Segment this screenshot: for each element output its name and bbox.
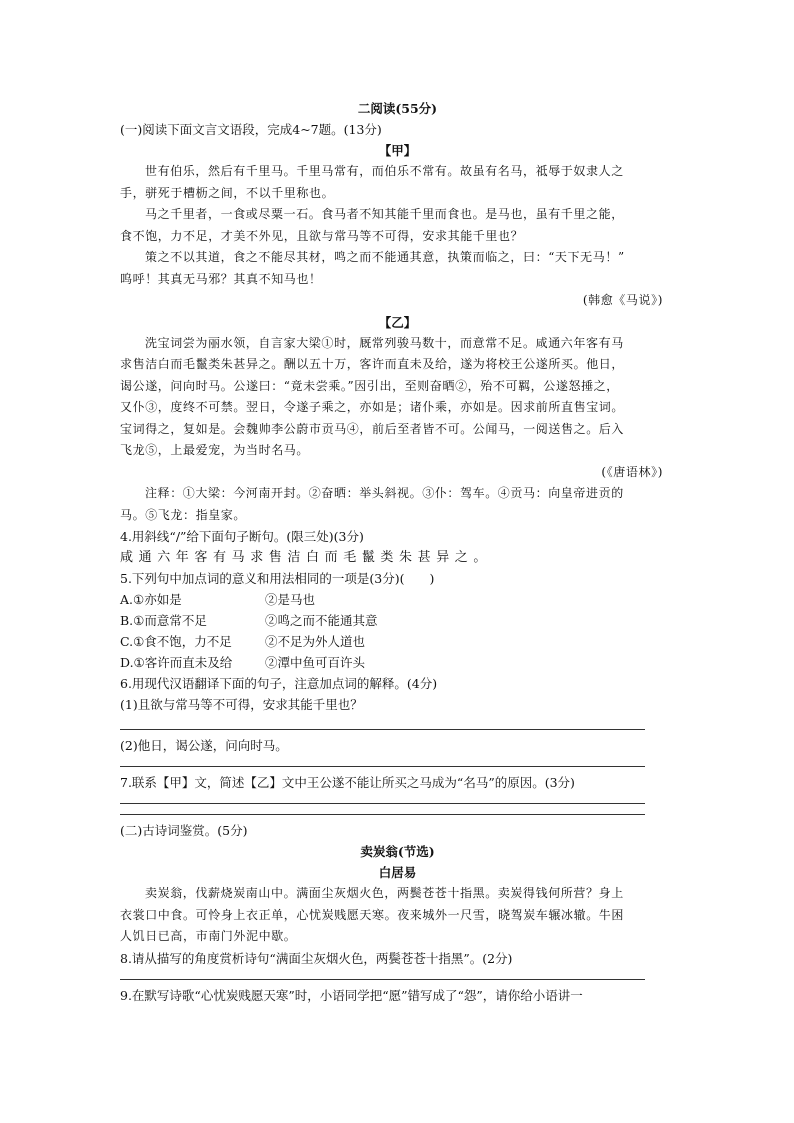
poem-line: 衣裳口中食。可怜身上衣正单，心忧炭贱愿天寒。夜来城外一尺雪，晓驾炭车辗冰辙。牛困 <box>120 907 625 922</box>
yi-header: 【乙】 <box>378 314 417 330</box>
question-6-1: (1)且欲与常马等不可得，安求其能千里也？ <box>120 697 363 712</box>
question-6-2: (2)他日，谒公遂，问向时马。 <box>120 738 288 753</box>
question-6: 6.用现代汉语翻译下面的句子，注意加点词的解释。(4分) <box>120 676 438 691</box>
poem-title: 卖炭翁(节选) <box>360 844 435 859</box>
option-c-1: C.①食不饱，力不足 <box>120 634 232 649</box>
section-title: 二阅读(55分) <box>357 101 438 116</box>
option-b-1: B.①而意常不足 <box>120 613 207 628</box>
yi-line: 飞龙⑤，上最爱宠，为当时名马。 <box>120 443 310 457</box>
jia-header: 【甲】 <box>378 143 417 158</box>
jia-line: 食不饱，力不足，才美不外见，且欲与常马等不可得，安求其能千里也？ <box>120 228 524 243</box>
jia-source: (韩愈《马说》) <box>582 293 663 307</box>
option-row <box>120 589 675 610</box>
option-a-2: ②是马也 <box>265 592 316 607</box>
question-7: 7.联系【甲】文，简述【乙】文中王公遂不能让所买之马成为“名马”的原因。(3分) <box>120 775 575 790</box>
question-4: 4.用斜线“/”给下面句子断句。(限三处)(3分) <box>120 529 364 544</box>
option-b-2: ②鸣之而不能通其意 <box>265 613 378 628</box>
option-row <box>120 652 675 673</box>
jia-line: 呜呼！其真无马邪？其真不知马也！ <box>120 271 322 286</box>
poem-line: 卖炭翁，伐薪烧炭南山中。满面尘灰烟火色，两鬓苍苍十指黑。卖炭得钱何所营？身上 <box>145 886 624 900</box>
jia-line: 马之千里者，一食或尽粟一石。食马者不知其能千里而食也。是马也，虽有千里之能， <box>145 207 624 221</box>
yi-line: 洗宝词尝为丽水领，自言家大梁①时，厩常列骏马数十，而意常不足。咸通六年客有马 <box>145 335 624 350</box>
poem-author: 白居易 <box>378 865 417 880</box>
yi-line: 谒公遂，问向时马。公遂曰：“竟未尝乘。”因引出，至则奋晒②，殆不可羁，公遂怒捶之， <box>120 378 619 393</box>
yi-line: 宝词得之，复如是。会魏帅李公蔚市贡马④，前后至者皆不可。公闻马，一阅送售之。后入 <box>120 421 625 436</box>
option-c-2: ②不足为外人道也 <box>265 634 366 649</box>
jia-line: 世有伯乐，然后有千里马。千里马常有，而伯乐不常有。故虽有名马，祗辱于奴隶人之 <box>145 164 624 178</box>
question-9: 9.在默写诗歌“心忧炭贱愿天寒”时，小语同学把“愿”错写成了“怨”，请你给小语讲一 <box>120 987 583 1003</box>
jia-line: 手，骈死于槽枥之间，不以千里称也。 <box>120 185 335 200</box>
jia-line: 策之不以其道，食之不能尽其材，鸣之而不能通其意，执策而临之，曰：“天下无马！” <box>145 250 625 264</box>
part2-intro: (二)古诗词鉴赏。(5分) <box>120 823 248 838</box>
notes-line: 注释：①大梁：今河南开封。②奋晒：举头斜视。③仆：驾车。④贡马：向皇帝进贡的 <box>145 486 624 500</box>
option-a-1: A.①亦如是 <box>120 592 182 607</box>
option-d-1: D.①客许而直未及给 <box>120 655 233 670</box>
question-5: 5.下列句中加点词的意义和用法相同的一项是(3分)( ) <box>120 571 435 586</box>
part1-intro: (一)阅读下面文言文语段，完成4~7题。(13分) <box>120 122 382 137</box>
document-content <box>120 98 675 1006</box>
option-row <box>120 610 675 631</box>
question-4-sentence: 咸通六年客有马求售洁白而毛鬣类朱甚异之。 <box>120 550 493 565</box>
option-d-2: ②潭中鱼可百许头 <box>265 655 366 670</box>
yi-line: 又仆③，度终不可禁。翌日，令遂子乘之，亦如是；诸仆乘，亦如是。因求前所直售宝词。 <box>120 400 625 414</box>
notes-line: 马。⑤飞龙：指皇家。 <box>120 507 247 522</box>
yi-source: (《唐语林》) <box>601 464 663 479</box>
option-row <box>120 631 675 652</box>
yi-line: 求售洁白而毛鬣类朱甚异之。酬以五十万，客许而直未及给，遂为将校王公遂所买。他日， <box>120 357 625 371</box>
question-8: 8.请从描写的角度赏析诗句“满面尘灰烟火色，两鬓苍苍十指黑”。(2分) <box>120 950 513 966</box>
poem-line: 人饥日已高，市南门外泥中歇。 <box>120 929 297 943</box>
